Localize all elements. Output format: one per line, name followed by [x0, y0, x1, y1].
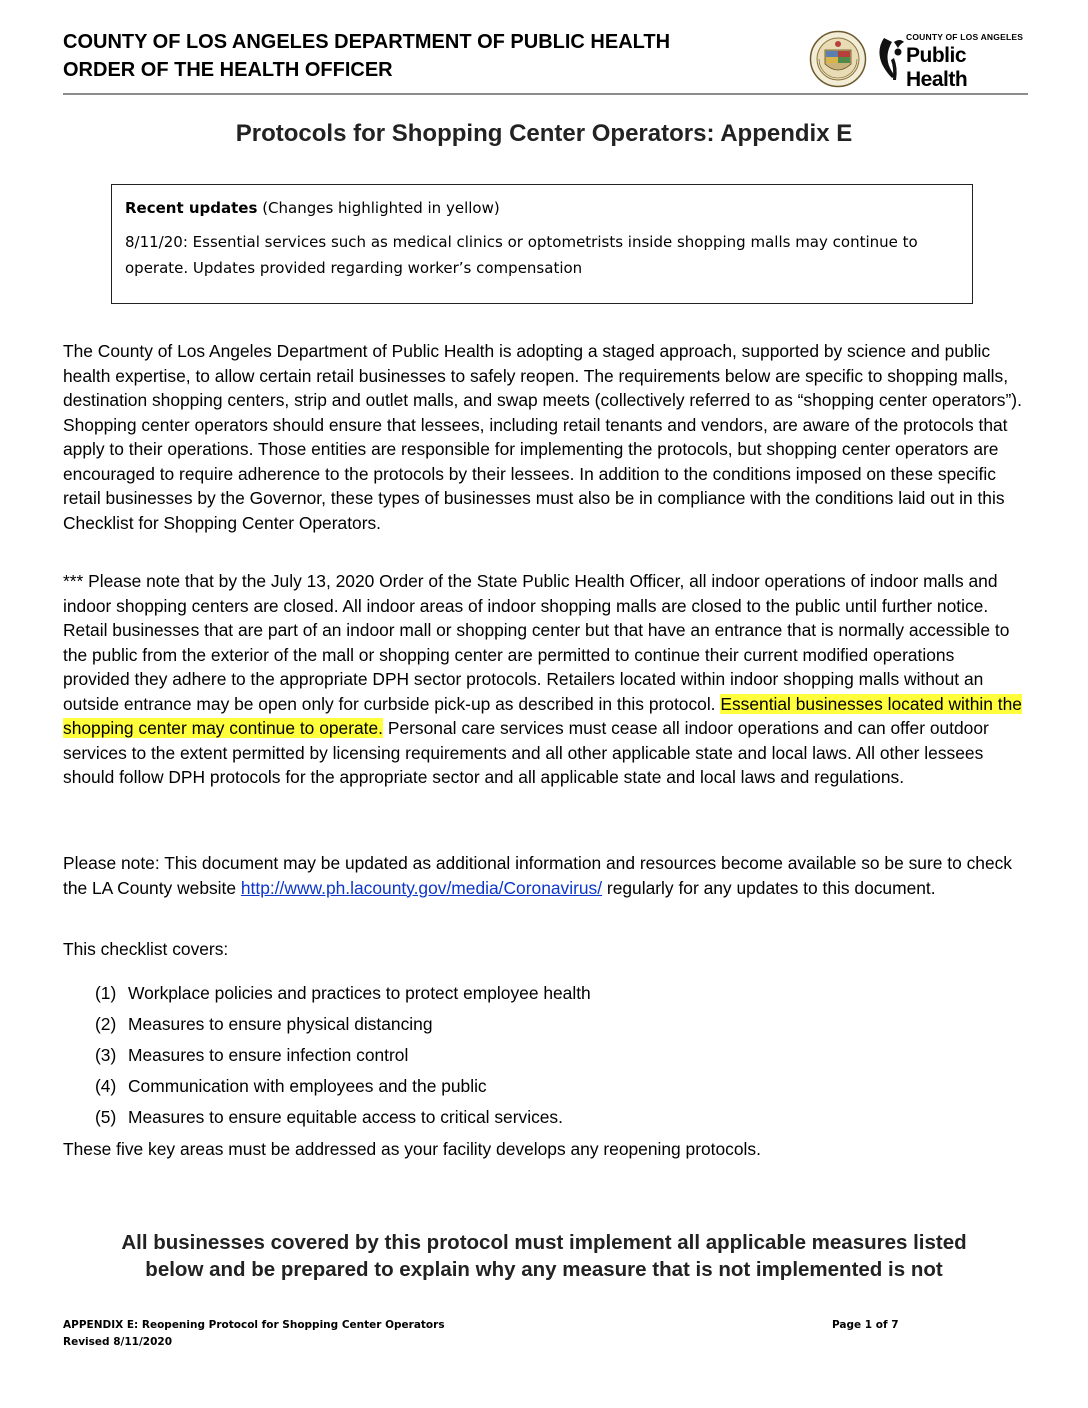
update-note-paragraph: [63, 851, 1023, 900]
list-item-number: (4): [95, 1076, 117, 1096]
list-item-number: (5): [95, 1107, 117, 1127]
intro-text: The County of Los Angeles Department of Public Health is adopting a staged approach, supported by science and public health expertise, to allow certain retail businesses to safely reopen. The requirements below are specific to shopping malls, destination shopping centers, strip and outlet malls, and swap meets (collectively referred to as “shopping center operators”). Shopping center operators should ensure that lessees, including retail tenants and vendors, are aware of the protocols that apply to their operations. Those entities are responsible for implementing the protocols, but shopping center operators are encouraged to require adherence to the protocols by their lessees. In addition to the conditions imposed on these specific retail businesses by the Governor, these types of businesses must also be in compliance with the conditions laid out in this Checklist for Shopping Center Operators.: [63, 341, 1022, 533]
callout-line-1: All businesses covered by this protocol must implement all applicable measures listed: [121, 1231, 967, 1254]
list-item-text: Measures to ensure equitable access to critical services.: [128, 1107, 563, 1127]
checklist-intro: [63, 937, 1023, 962]
closure-text-part2: Personal care services must cease all indoor operations and can offer outdoor services to the extent permitted by licensing requirements and all other applicable state and local laws. All other lessees should follow DPH protocols for the appropriate sector and all applicable state and local laws and regulations.: [63, 718, 989, 787]
county-seal-icon: [809, 30, 867, 88]
indoor-closure-text: [63, 569, 1023, 790]
logo-county-text: COUNTY OF LOS ANGELES: [906, 32, 1024, 42]
intro-paragraph: [63, 339, 1023, 535]
key-areas-text: These five key areas must be addressed as your facility develops any reopening protocols.: [63, 1139, 761, 1159]
public-health-logo: [876, 30, 1026, 91]
logo-public-health-text: Public Health: [906, 44, 968, 91]
header-divider: [63, 93, 1028, 95]
header-department: COUNTY OF LOS ANGELES DEPARTMENT OF PUBLIC HEALTH: [63, 31, 671, 53]
list-item-number: (3): [95, 1045, 117, 1065]
indoor-closure-paragraph: [63, 569, 1023, 790]
update-note-text: [63, 851, 1023, 900]
list-item-text: Measures to ensure physical distancing: [128, 1014, 433, 1034]
updates-label: Recent updates: [125, 199, 258, 217]
la-county-website-link[interactable]: http://www.ph.lacounty.gov/media/Coronavirus/: [240, 877, 603, 898]
list-item: [95, 978, 591, 1009]
updates-heading: [125, 195, 959, 221]
callout-line-2: below and be prepared to explain why any measure that is not implemented is not: [145, 1258, 943, 1281]
list-item: [95, 1102, 591, 1133]
checklist-intro-text: This checklist covers:: [63, 939, 229, 959]
highlighted-update-text: Essential businesses located within the shopping center may continue to operate.: [63, 693, 1022, 738]
header-order: ORDER OF THE HEALTH OFFICER: [63, 59, 393, 81]
list-item-number: (1): [95, 983, 117, 1003]
footer-revised-date: Revised 8/11/2020: [63, 1336, 173, 1348]
update-note-part1: Please note: This document may be updated as additional information and resources become available so be sure to check the LA County website: [63, 853, 1013, 898]
list-item: [95, 1071, 591, 1102]
list-item-text: Workplace policies and practices to protect employee health: [128, 983, 591, 1003]
footer-doc-info: [63, 1317, 445, 1351]
checklist: [95, 978, 591, 1133]
document-header: [63, 28, 670, 84]
key-areas-paragraph: [63, 1137, 1023, 1162]
list-item: [95, 1040, 591, 1071]
update-note-part2: regularly for any updates to this document.: [602, 877, 936, 898]
footer-document-name: APPENDIX E: Reopening Protocol for Shopping Center Operators: [63, 1319, 445, 1331]
footer-page-number: Page 1 of 7: [832, 1319, 899, 1331]
updates-note: (Changes highlighted in yellow): [257, 199, 500, 217]
list-item-number: (2): [95, 1014, 117, 1034]
list-item-text: Communication with employees and the public: [128, 1076, 487, 1096]
updates-entry: 8/11/20: Essential services such as medical clinics or optometrists inside shopping malls may continue to operate. Updates provided regarding worker’s compensation: [125, 233, 918, 277]
list-item: [95, 1009, 591, 1040]
implementation-callout: [0, 1229, 1088, 1283]
recent-updates-box: [111, 184, 973, 304]
document-title: Protocols for Shopping Center Operators: Appendix E: [235, 120, 853, 147]
list-item-text: Measures to ensure infection control: [128, 1045, 409, 1065]
closure-text-part1: *** Please note that by the July 13, 2020 Order of the State Public Health Officer, all indoor operations of indoor malls and indoor shopping centers are closed. All indoor areas of indoor shopping malls are closed to the public until further notice. Retail businesses that are part of an indoor mall or shopping center but that have an entrance that is normally accessible to the public from the exterior of the mall or shopping center are permitted to continue their current modified operations provided they adhere to the appropriate DPH sector protocols. Retailers located within indoor shopping malls without an outside entrance may be open only for curbside pick-up as described in this protocol.: [63, 571, 1010, 714]
